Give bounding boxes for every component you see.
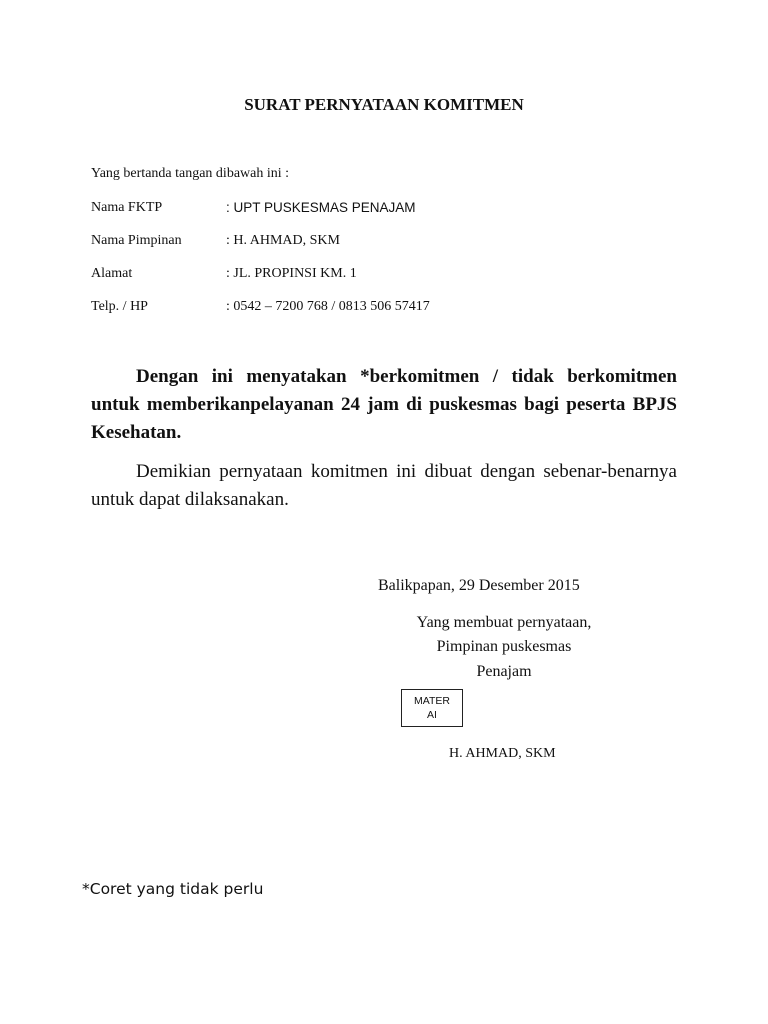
field-label: Nama FKTP (91, 200, 163, 215)
field-value: : UPT PUSKESMAS PENAJAM (226, 200, 416, 215)
footnote: *Coret yang tidak perlu (82, 880, 264, 898)
closing-paragraph: Demikian pernyataan komitmen ini dibuat dengan sebenar-benarnya untuk dapat dilaksanakan. (91, 461, 677, 510)
signer-role-line1: Yang membuat pernyataan, (416, 614, 592, 631)
place-date: Balikpapan, 29 Desember 2015 (378, 577, 580, 594)
signer-role-line2: Pimpinan puskesmas (436, 638, 572, 655)
stamp-text: AI (427, 709, 437, 721)
field-label: Alamat (91, 266, 133, 281)
field-label: Telp. / HP (91, 299, 148, 314)
field-value: : H. AHMAD, SKM (226, 233, 340, 248)
intro-text: Yang bertanda tangan dibawah ini : (91, 166, 290, 181)
signer-role-line3: Penajam (476, 663, 532, 680)
field-label: Nama Pimpinan (91, 233, 182, 248)
field-value: : 0542 – 7200 768 / 0813 506 57417 (226, 299, 430, 314)
statement-paragraph: Dengan ini menyatakan *berkomitmen / tidak berkomitmen untuk memberikanpelayanan 24 jam di puskesmas bagi peserta BPJS Kesehatan. (91, 366, 677, 443)
materai-stamp-box (401, 689, 463, 727)
stamp-text: MATER (414, 695, 450, 707)
signer-name: H. AHMAD, SKM (449, 746, 556, 761)
document-title: SURAT PERNYATAAN KOMITMEN (244, 95, 524, 114)
field-value: : JL. PROPINSI KM. 1 (226, 266, 357, 281)
